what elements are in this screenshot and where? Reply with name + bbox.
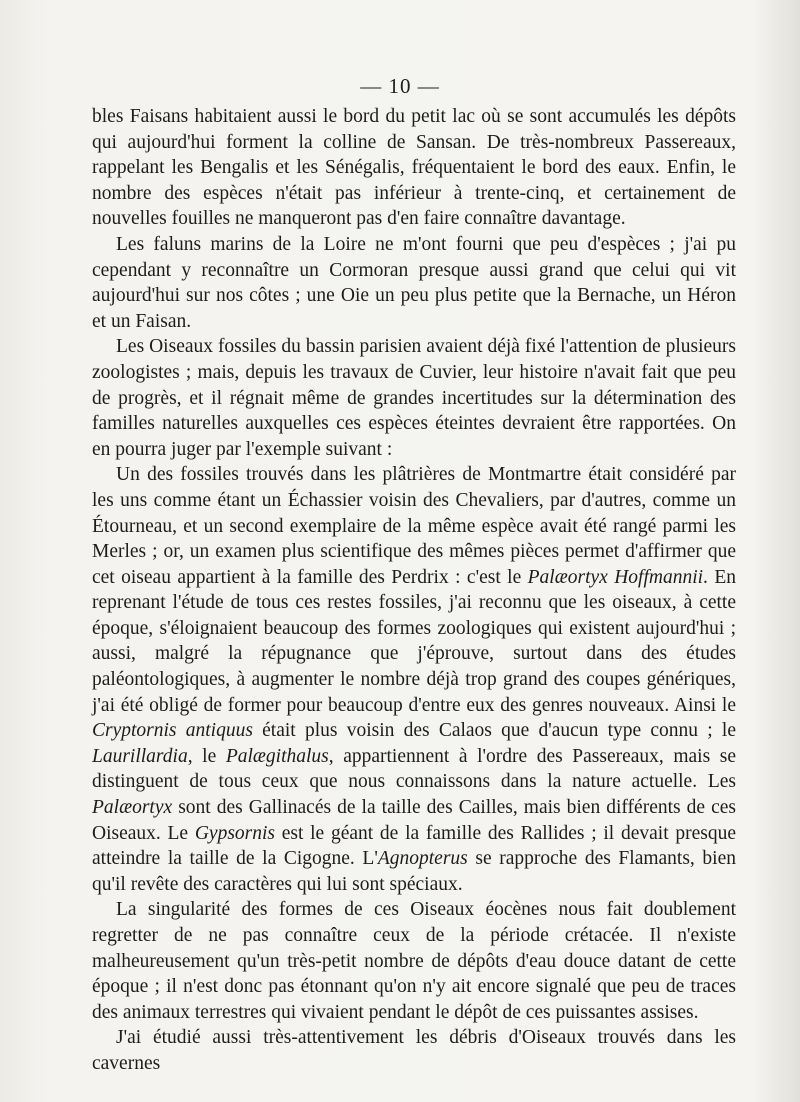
paragraph-6: J'ai étudié aussi très-attentivement les débris d'Oiseaux trouvés dans les cavernes [92,1027,736,1074]
species-name: Palæortyx Hoffmannii [527,566,704,588]
paragraph-2: Les faluns marins de la Loire ne m'ont fourni que peu d'espèces ; j'ai pu cependant y reconnaître un Cormoran presque aussi grand que celui qui vit aujourd'hui sur nos côtes ; une Oie un peu plus petite que la Bernache, un Héron et un Faisan. [92,233,736,332]
p4-text-g: est le géant de la famille des Rallides ; il devait presque atteindre la taille de la Cigogne. L' [92,822,737,870]
paragraph-3: Les Oiseaux fossiles du bassin parisien avaient déjà fixé l'attention de plusieurs zoologistes ; mais, depuis les travaux de Cuvier, leur histoire n'avait fait que peu de progrès, et il régnait même de grandes incertitudes sur la détermination des familles naturelles auxquelles ces espèces éteintes devraient être rapportées. On en pourra juger par l'exemple suivant : [92,336,736,460]
p4-text-c: était plus voisin des Calaos que d'aucun type connu ; le [252,720,736,742]
p4-text-b: . En reprenant l'étude de tous ces restes fossiles, j'ai reconnu que les oiseaux, à cette époque, s'éloignaient beaucoup des formes zoologiques qui existent aujourd'hui ; aussi, malgré la répugnance que j'éprouve, surtout dans des études paléontologiques, à augmenter le nombre déjà trop grand des coupes génériques, j'ai été obligé de former pour beaucoup d'entre eux des genres nouveaux. Ainsi le [92,566,736,716]
genus-name: Gypsornis [194,822,275,844]
p4-text-d: , le [187,745,226,767]
p4-text-e: , appartiennent à l'ordre des Passereaux, mais se distinguent de tous ceux que nous connaissons dans la nature actuelle. Les [92,745,736,793]
genus-name: Laurillardia [92,745,188,767]
genus-name: Agnopterus [377,848,468,870]
paragraph-5: La singularité des formes de ces Oiseaux éocènes nous fait doublement regretter de ne pas connaître ceux de la période crétacée. Il n'existe malheureusement qu'un très-petit nombre de dépôts d'eau douce datant de cette époque ; il n'est donc pas étonnant qu'on n'y ait encore signalé que peu de traces des animaux terrestres qui vivaient pendant le dépôt de ces puissantes assises. [92,899,736,1023]
species-name: Cryptornis antiquus [92,720,253,742]
genus-name: Palægithalus [225,745,329,767]
p4-text-a: Un des fossiles trouvés dans les plâtrières de Montmartre était considéré par les uns comme étant un Échassier voisin des Chevaliers, par d'autres, comme un Étourneau, et un second exemplaire de la même espèce avait été rangé parmi les Merles ; or, un examen plus scientifique des mêmes pièces permet d'affirmer que cet oiseau appartient à la famille des Perdrix : c'est le [92,464,736,588]
paragraph-1: bles Faisans habitaient aussi le bord du petit lac où se sont accumulés les dépôts qui aujourd'hui forment la colline de Sansan. De très-nombreux Passereaux, rappelant les Bengalis et les Sénégalis, fréquentaient le bord des eaux. Enfin, le nombre des espèces n'était pas inférieur à trente-cinq, et certainement de nouvelles fouilles ne manqueront pas d'en faire connaître davantage. [92,106,736,230]
p4-text-f: sont des Gallinacés de la taille des Cailles, mais bien différents de ces Oiseaux. Le [92,797,736,844]
paragraph-4 [92,462,736,897]
p4-text-h: se rapproche des Flamants, bien qu'il revête des caractères qui lui sont spéciaux. [92,848,736,895]
body-text [92,104,736,1077]
genus-name: Palæortyx [92,797,173,819]
page-number: — 10 — [360,74,440,98]
